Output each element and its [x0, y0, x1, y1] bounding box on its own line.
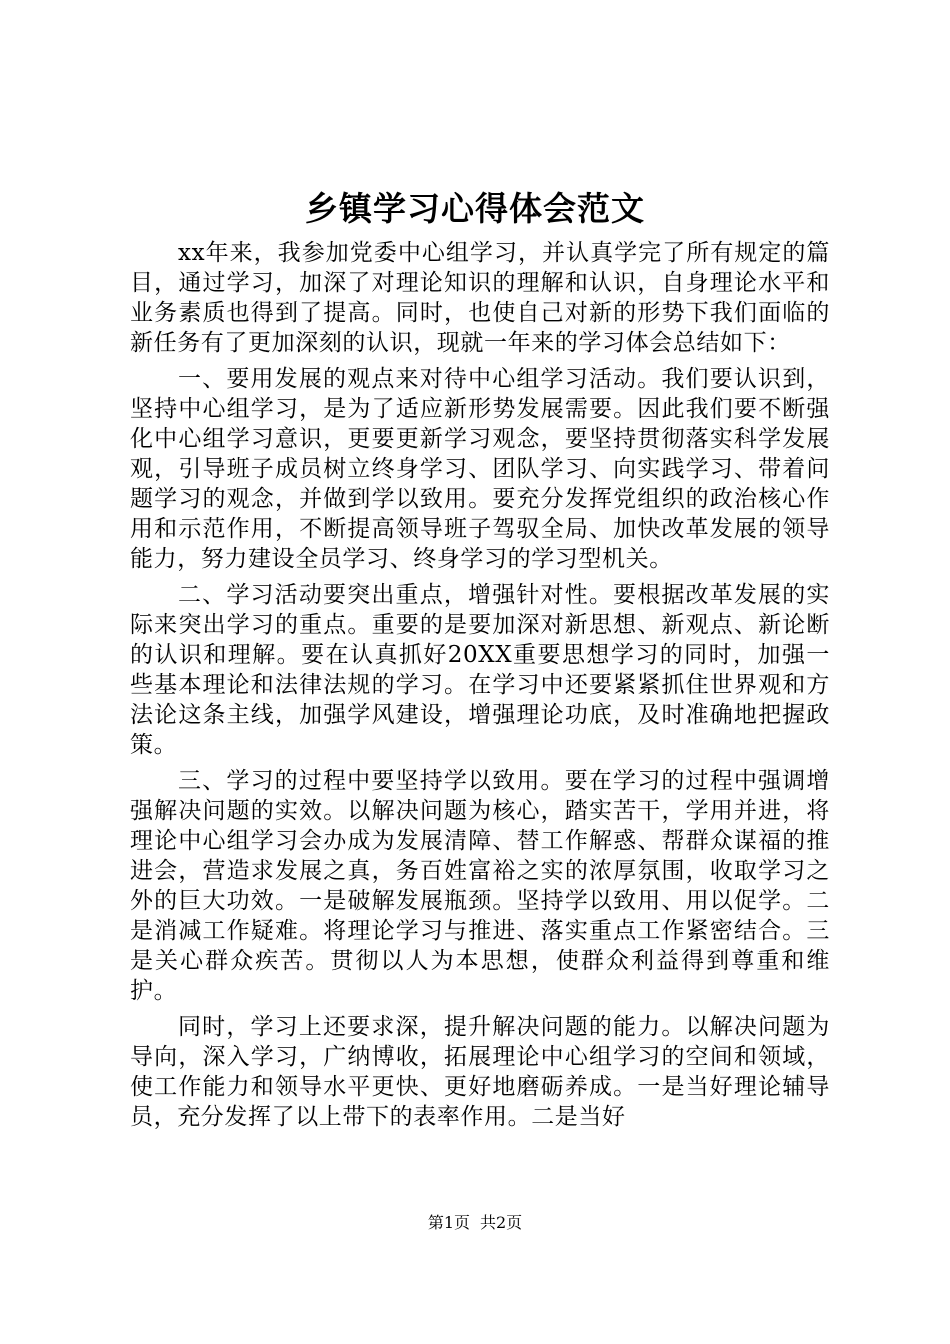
paragraph-section-2: 二、学习活动要突出重点，增强针对性。要根据改革发展的实际来突出学习的重点。重要的是要加深对新思想、新观点、新论断的认识和理解。要在认真抓好20XX重要思想学习的同时，加强一些基本理论和法律法规的学习。在学习中还要紧紧抓住世界观和方法论这条主线，加强学风建设，增强理论功底，及时准确地把握政策。 [130, 582, 830, 758]
paragraph-continued: 同时，学习上还要求深，提升解决问题的能力。以解决问题为导向，深入学习，广纳博收，拓展理论中心组学习的空间和领域，使工作能力和领导水平更快、更好地磨砺养成。一是当好理论辅导员，充分发挥了以上带下的表率作用。二是当好 [130, 1014, 830, 1130]
page-footer [0, 1212, 950, 1234]
page-title: 乡镇学习心得体会范文 [305, 189, 645, 228]
document-body [130, 238, 830, 1132]
page-number-total: 共2页 [480, 1213, 523, 1232]
paragraph-section-3: 三、学习的过程中要坚持学以致用。要在学习的过程中强调增强解决问题的实效。以解决问题为核心，踏实苦干，学用并进，将理论中心组学习会办成为发展清障、替工作解惑、帮群众谋福的推进会，营造求发展之真，务百姓富裕之实的浓厚氛围，收取学习之外的巨大功效。一是破解发展瓶颈。坚持学以致用、用以促学。二是消减工作疑难。将理论学习与推进、落实重点工作紧密结合。三是关心群众疾苦。贯彻以人为本思想，使群众利益得到尊重和维护。 [130, 768, 830, 1004]
paragraph-intro: xx年来，我参加党委中心组学习，并认真学完了所有规定的篇目，通过学习，加深了对理论知识的理解和认识，自身理论水平和业务素质也得到了提高。同时，也使自己对新的形势下我们面临的新任务有了更加深刻的认识，现就一年来的学习体会总结如下： [130, 240, 830, 356]
paragraph-section-1: 一、要用发展的观点来对待中心组学习活动。我们要认识到，坚持中心组学习，是为了适应新形势发展需要。因此我们要不断强化中心组学习意识，更要更新学习观念，要坚持贯彻落实科学发展观，引导班子成员树立终身学习、团队学习、向实践学习、带着问题学习的观念，并做到学以致用。要充分发挥党组织的政治核心作用和示范作用，不断提高领导班子驾驭全局、加快改革发展的领导能力，努力建设全员学习、终身学习的学习型机关。 [130, 366, 830, 572]
page-number-current: 第1页 [427, 1213, 470, 1232]
